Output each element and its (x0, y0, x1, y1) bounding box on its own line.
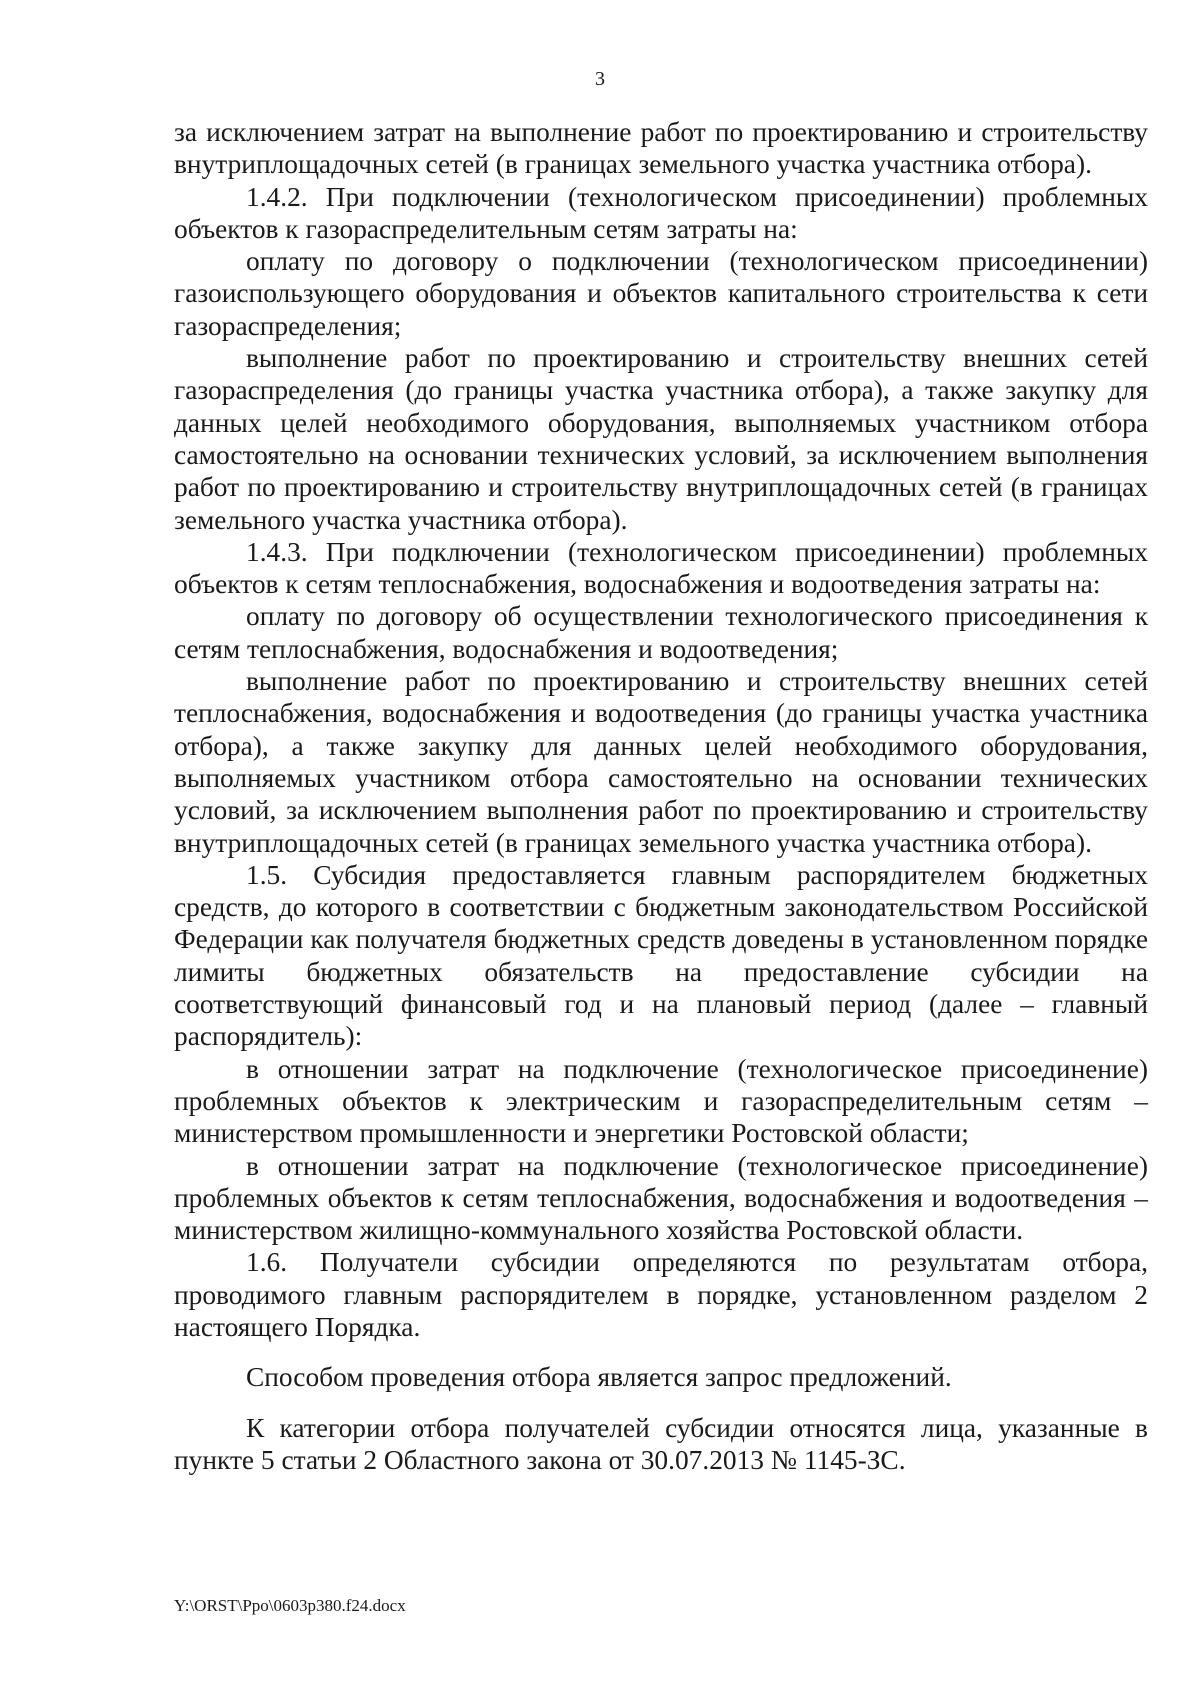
footer-file-path: Y:\ORST\Ppo\0603p380.f24.docx (174, 1596, 406, 1615)
document-body (174, 116, 1148, 1476)
paragraph-electric-gas-ministry: в отношении затрат на подключение (технологическое присоединение) проблемных объектов к электрическим и газораспределительным сетям – министерством промышленности и энергетики Ростовской области; (174, 1053, 1148, 1149)
paragraph-housing-ministry: в отношении затрат на подключение (технологическое присоединение) проблемных объектов к сетям теплоснабжения, водоснабжения и водоотведения – министерством жилищно-коммунального хозяйства Ростовской области. (174, 1150, 1148, 1246)
paragraph-continuation: за исключением затрат на выполнение работ по проектированию и строительству внутриплощадочных сетей (в границах земельного участка участника отбора). (174, 117, 1148, 180)
paragraph-selection-method: Способом проведения отбора является запрос предложений. (246, 1362, 952, 1393)
paragraph-selection-category: К категории отбора получателей субсидии относятся лица, указанные в пункте 5 статьи 2 Областного закона от 30.07.2013 № 1145-ЗС. (174, 1412, 1148, 1475)
paragraph-gas-network-works: выполнение работ по проектированию и строительству внешних сетей газораспределения (до границы участка участника отбора), а также закупку для данных целей необходимого оборудования, выполняемых участником отбора самостоятельно на основании технических условий, за исключением выполнения работ по проектированию и строительству внутриплощадочных сетей (в границах земельного участка участника отбора). (174, 343, 1148, 535)
paragraph-utility-connection-payment: оплату по договору об осуществлении технологического присоединения к сетям теплоснабжения, водоснабжения и водоотведения; (174, 601, 1148, 664)
paragraph-1-4-2: 1.4.2. При подключении (технологическом присоединении) проблемных объектов к газораспределительным сетям затраты на: (174, 181, 1148, 244)
paragraph-gas-connection-payment: оплату по договору о подключении (технологическом присоединении) газоиспользующего оборудования и объектов капитального строительства к сети газораспределения; (174, 246, 1148, 341)
paragraph-1-4-3: 1.4.3. При подключении (технологическом присоединении) проблемных объектов к сетям теплоснабжения, водоснабжения и водоотведения затраты на: (174, 536, 1148, 600)
paragraph-1-5: 1.5. Субсидия предоставляется главным распорядителем бюджетных средств, до которого в соответствии с бюджетным законодательством Российской Федерации как получателя бюджетных средств доведены в установленном порядке лимиты бюджетных обязательств на предоставление субсидии на соответствующий финансовый год и на плановый период (далее – главный распорядитель): (174, 859, 1148, 1052)
paragraph-utility-network-works: выполнение работ по проектированию и строительству внешних сетей теплоснабжения, водоснабжения и водоотведения (до границы участка участника отбора), а также закупку для данных целей необходимого оборудования, выполняемых участником отбора самостоятельно на основании технических условий, за исключением выполнения работ по проектированию и строительству внутриплощадочных сетей (в границах земельного участка участника отбора). (174, 666, 1148, 858)
paragraph-1-6: 1.6. Получатели субсидии определяются по результатам отбора, проводимого главным распорядителем в порядке, установленном разделом 2 настоящего Порядка. (174, 1247, 1148, 1342)
page-number: 3 (595, 68, 605, 90)
